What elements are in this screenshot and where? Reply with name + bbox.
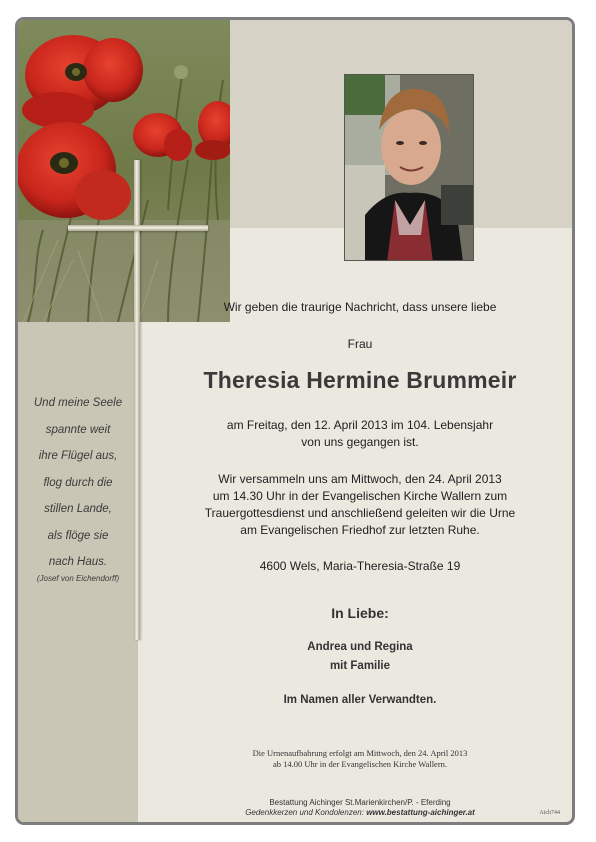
obituary-card [15,17,575,825]
funeral-line: um 14.30 Uhr in der Evangelischen Kirche Wallern zum [212,489,508,503]
poem-line: als flöge sie [47,529,109,542]
family-line: Andrea und Regina [307,641,413,653]
poem-author: (Josef von Eichendorff) [36,573,120,583]
passing-notice [142,417,575,451]
condolence-line [142,808,575,818]
poem [18,390,138,583]
address: 4600 Wels, Maria-Theresia-Straße 19 [259,559,461,573]
family-line: mit Familie [329,660,391,672]
poem-line: spannte weit [45,423,111,436]
poem-line: ihre Flügel aus, [38,450,118,462]
website-link[interactable]: www.bestattung-aichinger.at [366,808,475,817]
intro-text: Wir geben die traurige Nachricht, dass unsere liebe [223,300,497,314]
funeral-line: Trauergottesdienst und anschließend geleiten wir die Urne [204,506,516,520]
cross-bar [68,225,208,231]
undertaker-info [142,798,575,818]
passing-line: am Freitag, den 12. April 2013 im 104. Lebensjahr [226,418,494,432]
in-love-heading: In Liebe: [331,605,389,621]
passing-line: von uns gegangen ist. [301,435,419,449]
urn-line: ab 14.00 Uhr in der Evangelischen Kirche Wallern. [272,759,448,769]
relatives-line: Im Namen aller Verwandten. [283,694,437,706]
deceased-name: Theresia Hermine Brummeir [203,367,517,393]
funeral-line: Wir versammeln uns am Mittwoch, den 24. April 2013 [218,472,502,486]
condolence-label: Gedenkkerzen und Kondolenzen: [245,808,364,817]
poem-line: nach Haus. [48,556,108,568]
poppy-field-photo [18,20,230,322]
title-word: Frau [347,337,373,351]
portrait-photo [344,74,474,261]
poem-line: stillen Lande, [44,503,112,515]
reference-code: Aich744 [539,810,560,816]
family-names [142,638,575,676]
urn-notice [142,748,575,770]
poem-line: Und meine Seele [33,397,123,409]
urn-line: Die Urnenaufbahrung erfolgt am Mittwoch, den 24. April 2013 [252,748,468,758]
undertaker-name: Bestattung Aichinger St.Marienkirchen/P. - Eferding [269,798,451,807]
poem-line: flog durch die [43,476,113,489]
funeral-line: am Evangelischen Friedhof zur letzten Ruhe. [240,523,480,537]
funeral-notice [142,471,575,539]
